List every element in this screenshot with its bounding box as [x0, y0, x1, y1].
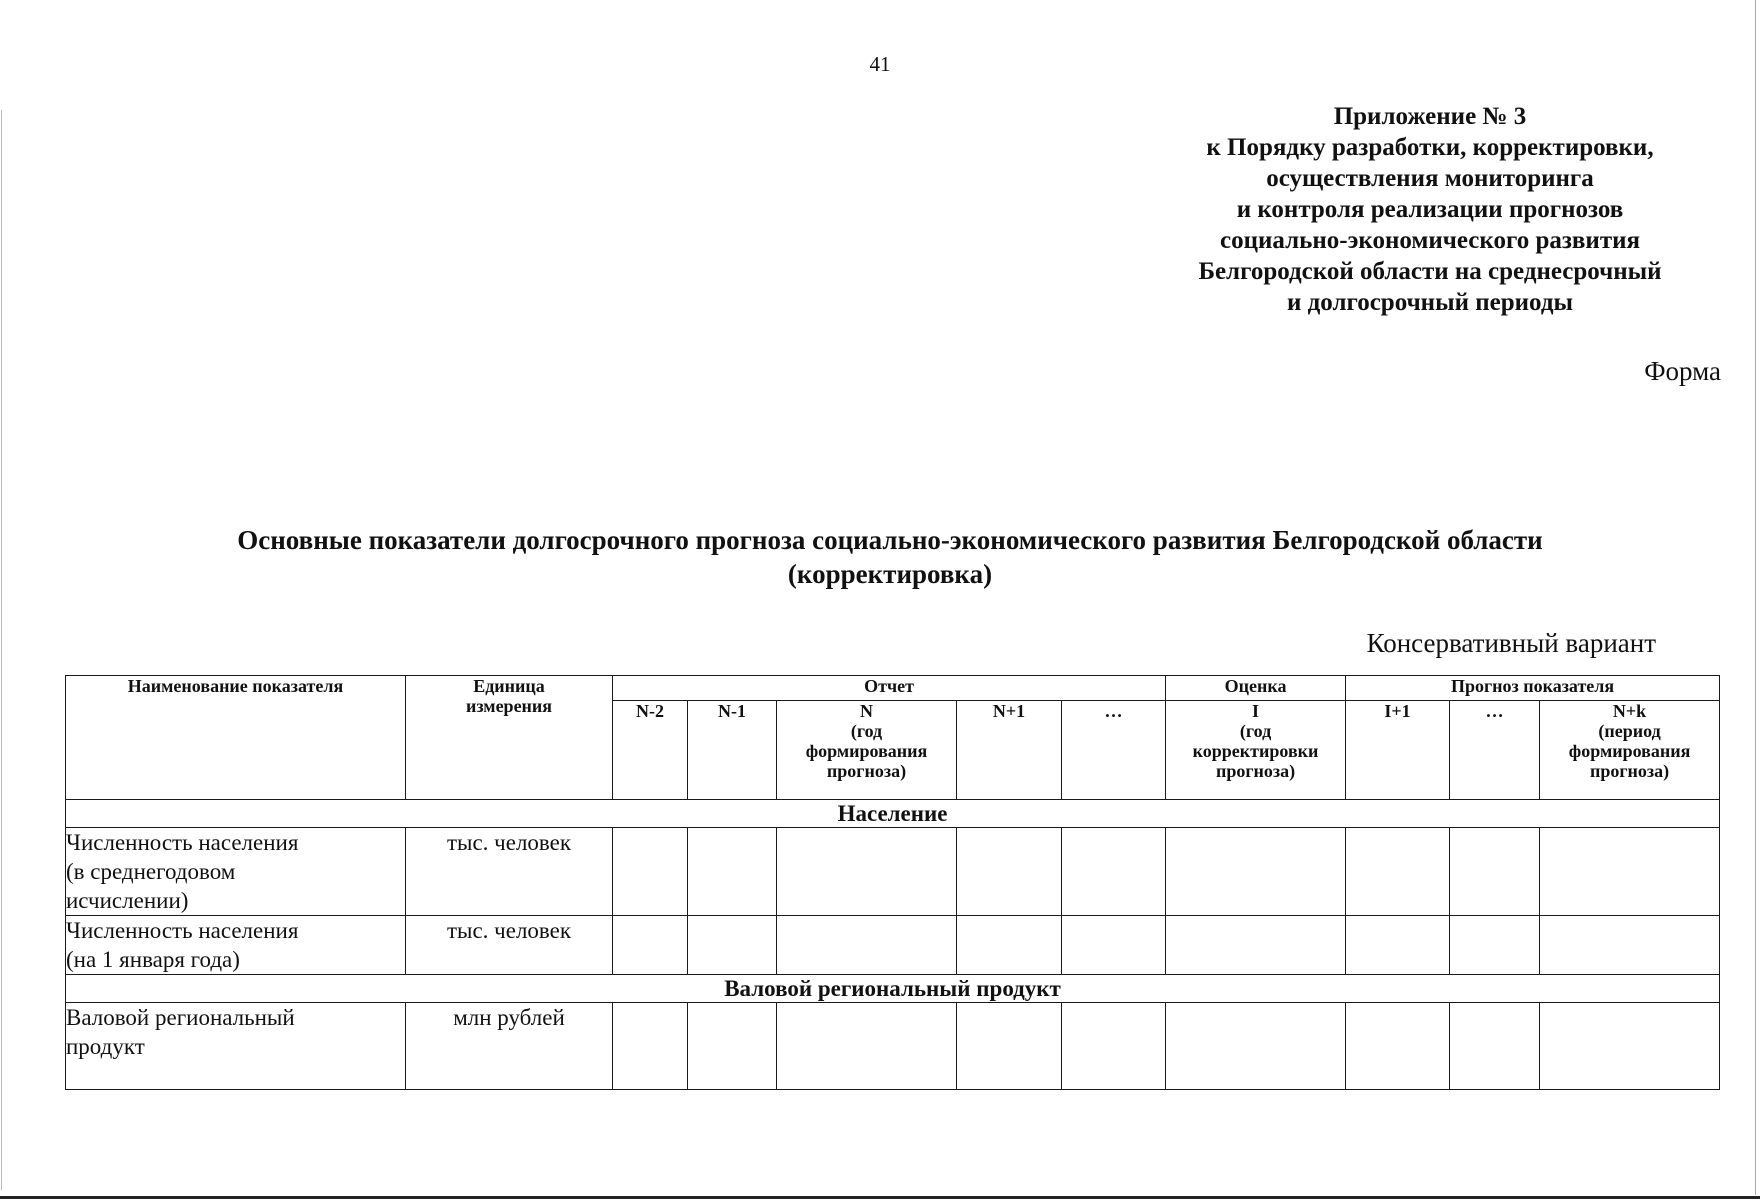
indicator-name: Численность населения (в среднегодовом исчислении) [66, 828, 406, 916]
value-cell [613, 828, 688, 916]
col-header-unit: Единица измерения [406, 676, 613, 800]
col-group-forecast: Прогноз показателя [1346, 676, 1720, 701]
col-header-i-plus-1: I+1 [1346, 701, 1450, 800]
scan-edge-right [1755, 0, 1756, 1195]
form-label: Форма [1644, 356, 1721, 386]
value-cell [1346, 916, 1450, 975]
table-row [66, 916, 1720, 975]
value-cell [1166, 828, 1346, 916]
col-header-n-plus-1: N+1 [957, 701, 1062, 800]
value-cell [613, 1003, 688, 1090]
indicators-table [65, 675, 1720, 1090]
indicator-unit: тыс. человек [406, 916, 613, 975]
appendix-line: к Порядку разработки, корректировки, [1206, 134, 1654, 161]
col-header-n-minus-2: N-2 [613, 701, 688, 800]
value-cell [688, 1003, 777, 1090]
indicator-unit: млн рублей [406, 1003, 613, 1090]
value-cell [1062, 828, 1166, 916]
appendix-line: осуществления мониторинга [1266, 165, 1594, 192]
scan-edge-left [1, 110, 2, 1190]
value-cell [1450, 1003, 1540, 1090]
value-cell [1540, 1003, 1720, 1090]
value-cell [1062, 1003, 1166, 1090]
section-header-grp: Валовой региональный продукт [66, 975, 1720, 1003]
document-title [60, 523, 1720, 591]
value-cell [1166, 1003, 1346, 1090]
value-cell [777, 916, 957, 975]
col-header-forecast-more: … [1450, 701, 1540, 800]
value-cell [1450, 916, 1540, 975]
indicator-unit: тыс. человек [406, 828, 613, 916]
col-header-indicator: Наименование показателя [66, 676, 406, 800]
col-header-report-more: … [1062, 701, 1166, 800]
scan-edge-bottom [0, 1196, 1760, 1199]
indicator-name: Численность населения (на 1 января года) [66, 916, 406, 975]
value-cell [1166, 916, 1346, 975]
value-cell [777, 1003, 957, 1090]
value-cell [957, 916, 1062, 975]
value-cell [1540, 916, 1720, 975]
section-header-population: Население [66, 800, 1720, 828]
value-cell [957, 828, 1062, 916]
value-cell [957, 1003, 1062, 1090]
title-line: Основные показатели долгосрочного прогноза социально-экономического развития Белгородской области [237, 525, 1543, 555]
table-row [66, 1003, 1720, 1090]
value-cell [688, 916, 777, 975]
col-group-report: Отчет [613, 676, 1166, 701]
appendix-line: Приложение № 3 [1333, 103, 1527, 130]
value-cell [613, 916, 688, 975]
value-cell [1346, 828, 1450, 916]
value-cell [1062, 916, 1166, 975]
table-row [66, 828, 1720, 916]
page-number: 41 [869, 52, 891, 76]
col-header-n-plus-k: N+k (период формирования прогноза) [1540, 701, 1720, 800]
col-group-estimate: Оценка [1166, 676, 1346, 701]
value-cell [1540, 828, 1720, 916]
title-line: (корректировка) [787, 559, 993, 589]
value-cell [688, 828, 777, 916]
indicator-name: Валовой региональный продукт [66, 1003, 406, 1090]
appendix-header [1145, 101, 1715, 318]
appendix-line: Белгородской области на среднесрочный [1198, 258, 1662, 285]
col-header-i: I (год корректировки прогноза) [1166, 701, 1346, 800]
appendix-line: и контроля реализации прогнозов [1236, 196, 1624, 223]
appendix-line: и долгосрочный периоды [1286, 289, 1573, 316]
variant-label: Консервативный вариант [1366, 628, 1656, 658]
appendix-line: социально-экономического развития [1219, 227, 1641, 254]
value-cell [777, 828, 957, 916]
col-header-n: N (год формирования прогноза) [777, 701, 957, 800]
col-header-n-minus-1: N-1 [688, 701, 777, 800]
value-cell [1450, 828, 1540, 916]
value-cell [1346, 1003, 1450, 1090]
